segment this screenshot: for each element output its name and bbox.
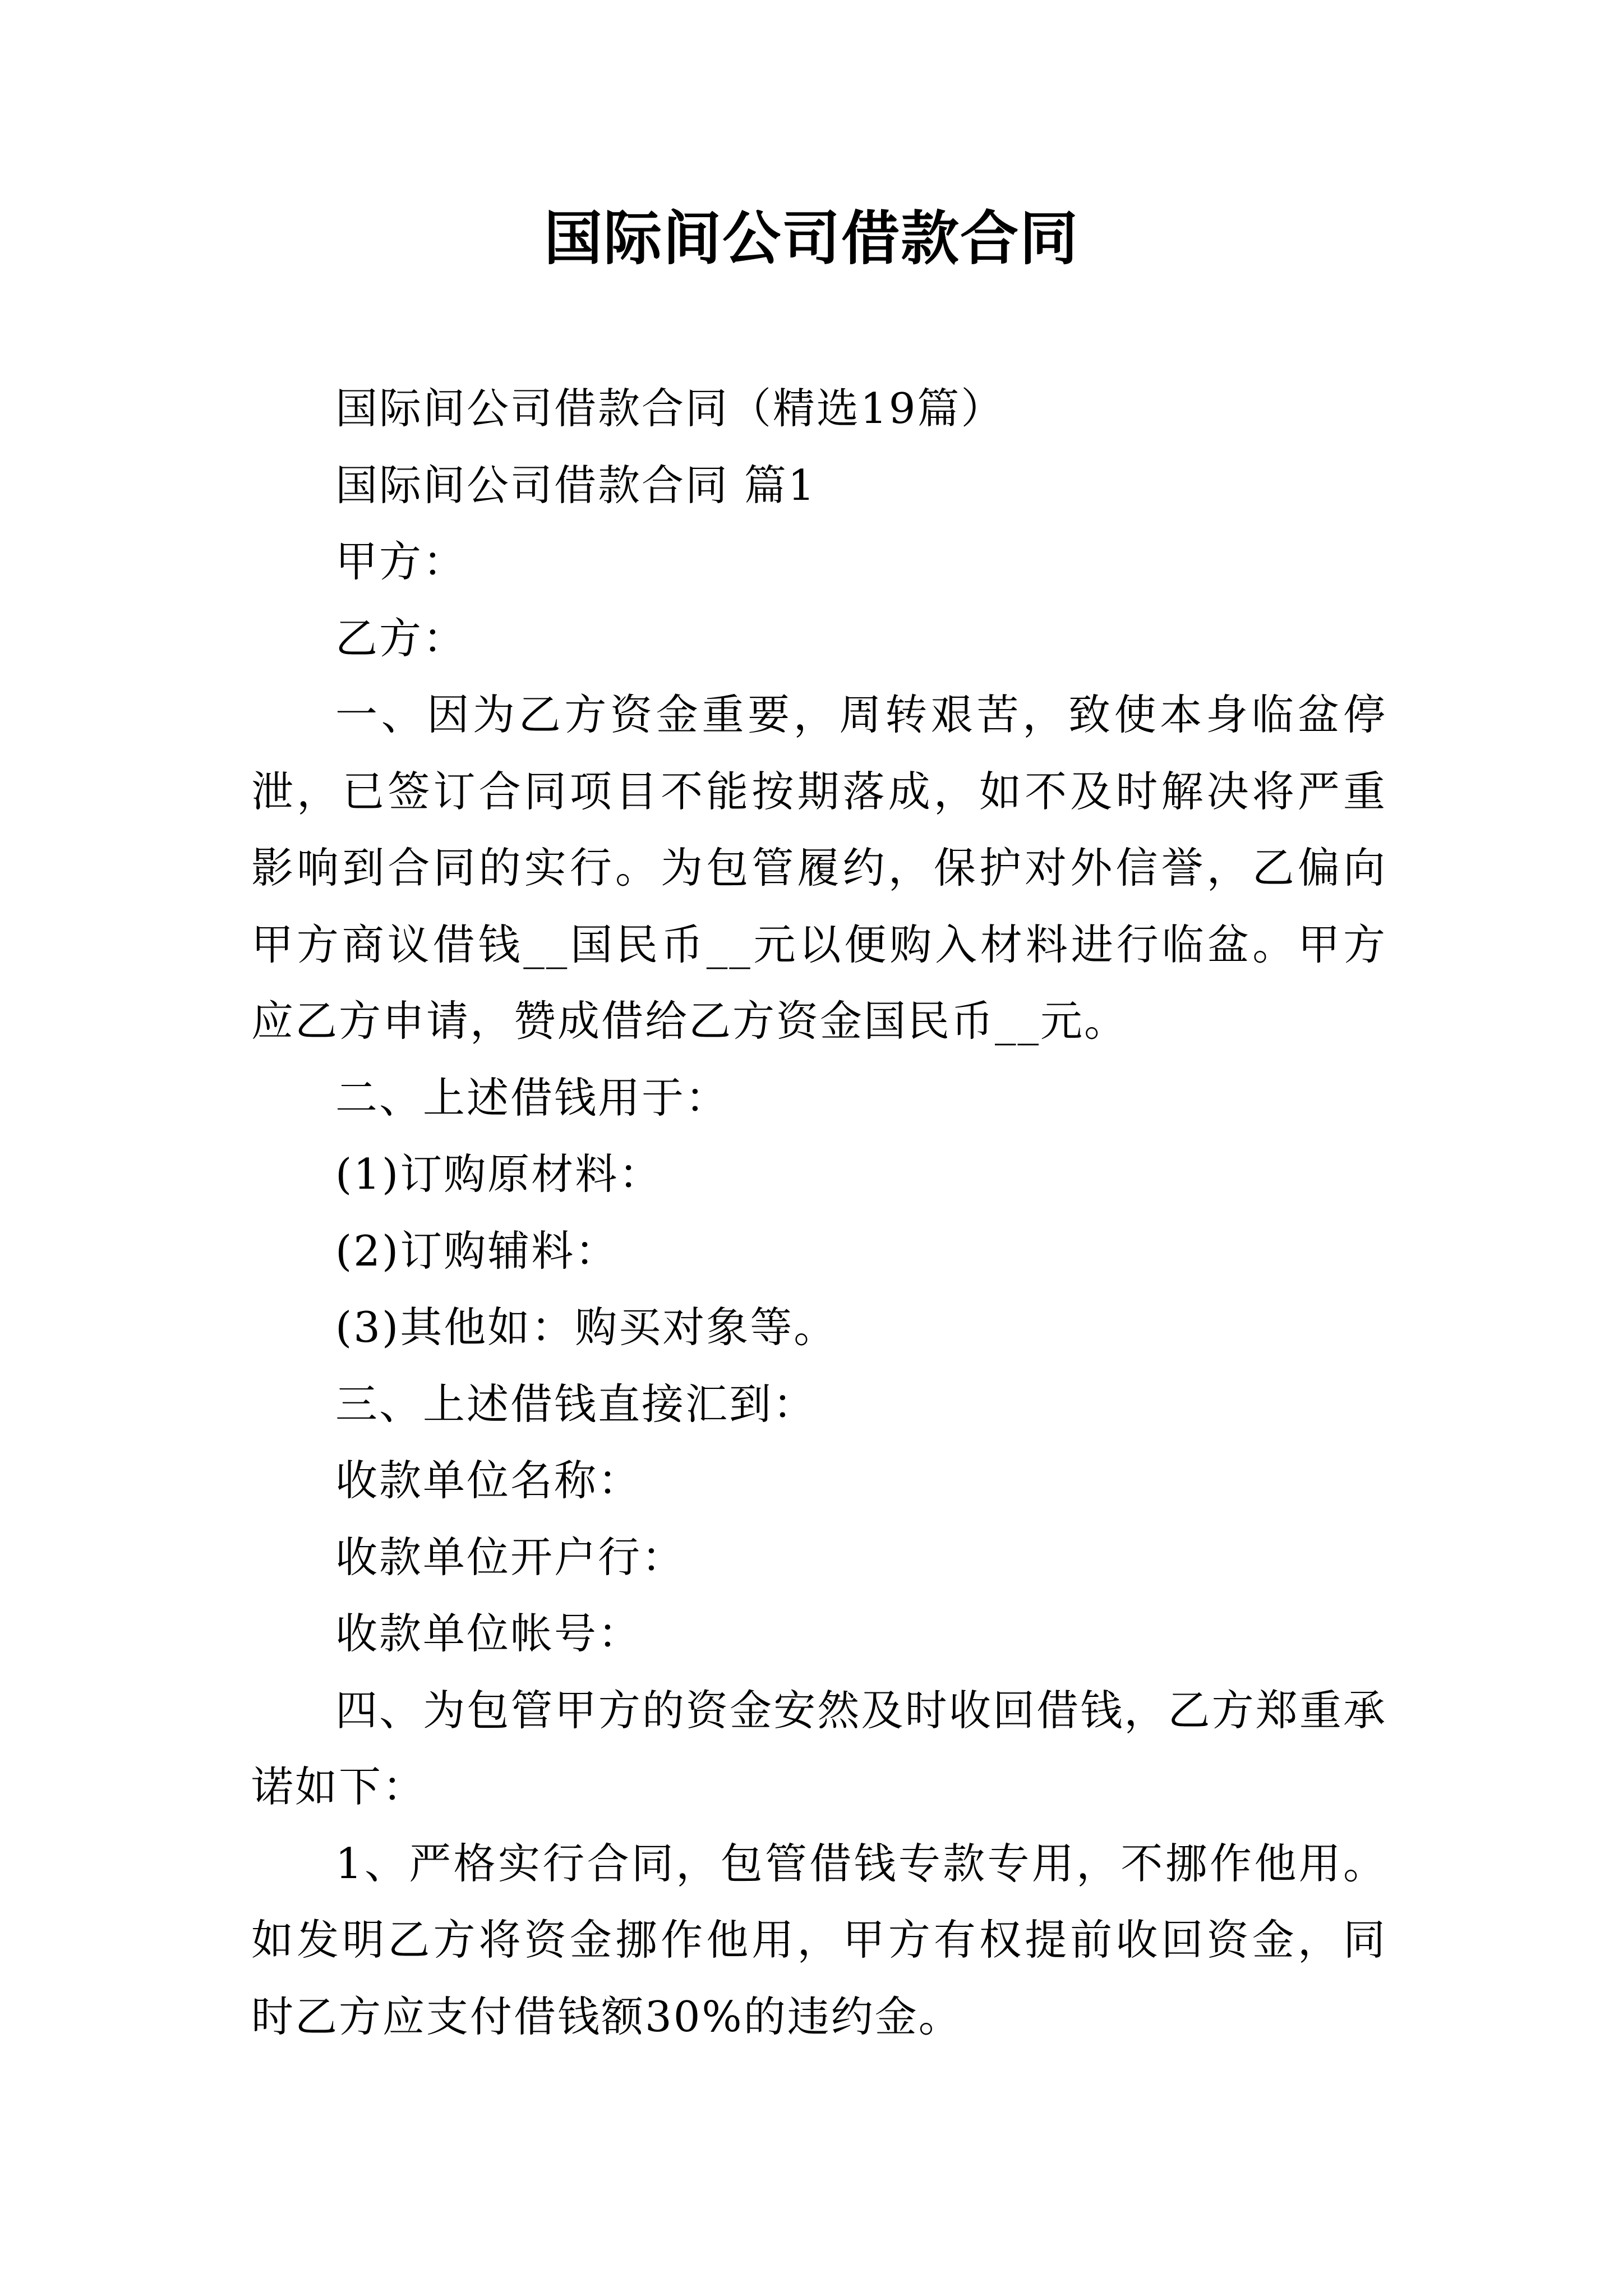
clause-3: 三、上述借钱直接汇到： [335, 1379, 817, 1429]
clause-2-item-1: (1)订购原材料： [335, 1149, 663, 1199]
clause-1: 一、因为乙方资金重要，周转艰苦，致使本身临盆停泄，已签订合同项目不能按期落成，如不及时解决将严重影响到合同的实行。为包管履约，保护对外信誉，乙偏向甲方商议借钱__国民币__元以便购入材料进行临盆。甲方应乙方申请，赞成借给乙方资金国民币__元。 [251, 690, 1387, 1046]
payee-account-line: 收款单位帐号： [335, 1609, 642, 1658]
clause-4: 四、为包管甲方的资金安然及时收回借钱，乙方郑重承诺如下： [251, 1685, 1387, 1811]
document-body [251, 370, 1387, 2055]
payee-name-line: 收款单位名称： [335, 1456, 642, 1505]
clause-4-item-1: 1、严格实行合同，包管借钱专款专用，不挪作他用。如发明乙方将资金挪作他用，甲方有权提前收回资金，同时乙方应支付借钱额30%的违约金。 [251, 1838, 1387, 2041]
clause-2-item-3: (3)其他如：购买对象等。 [335, 1303, 838, 1352]
document-title: 国际间公司借款合同 [543, 204, 1079, 273]
clause-2: 二、上述借钱用于： [335, 1073, 730, 1122]
party-b-line: 乙方： [335, 613, 467, 663]
party-a-line: 甲方： [335, 537, 467, 586]
section-heading: 国际间公司借款合同 篇1 [335, 460, 817, 510]
doc-subtitle: 国际间公司借款合同（精选19篇） [335, 384, 1005, 433]
payee-bank-line: 收款单位开户行： [335, 1532, 686, 1582]
clause-2-item-2: (2)订购辅料： [335, 1226, 619, 1276]
